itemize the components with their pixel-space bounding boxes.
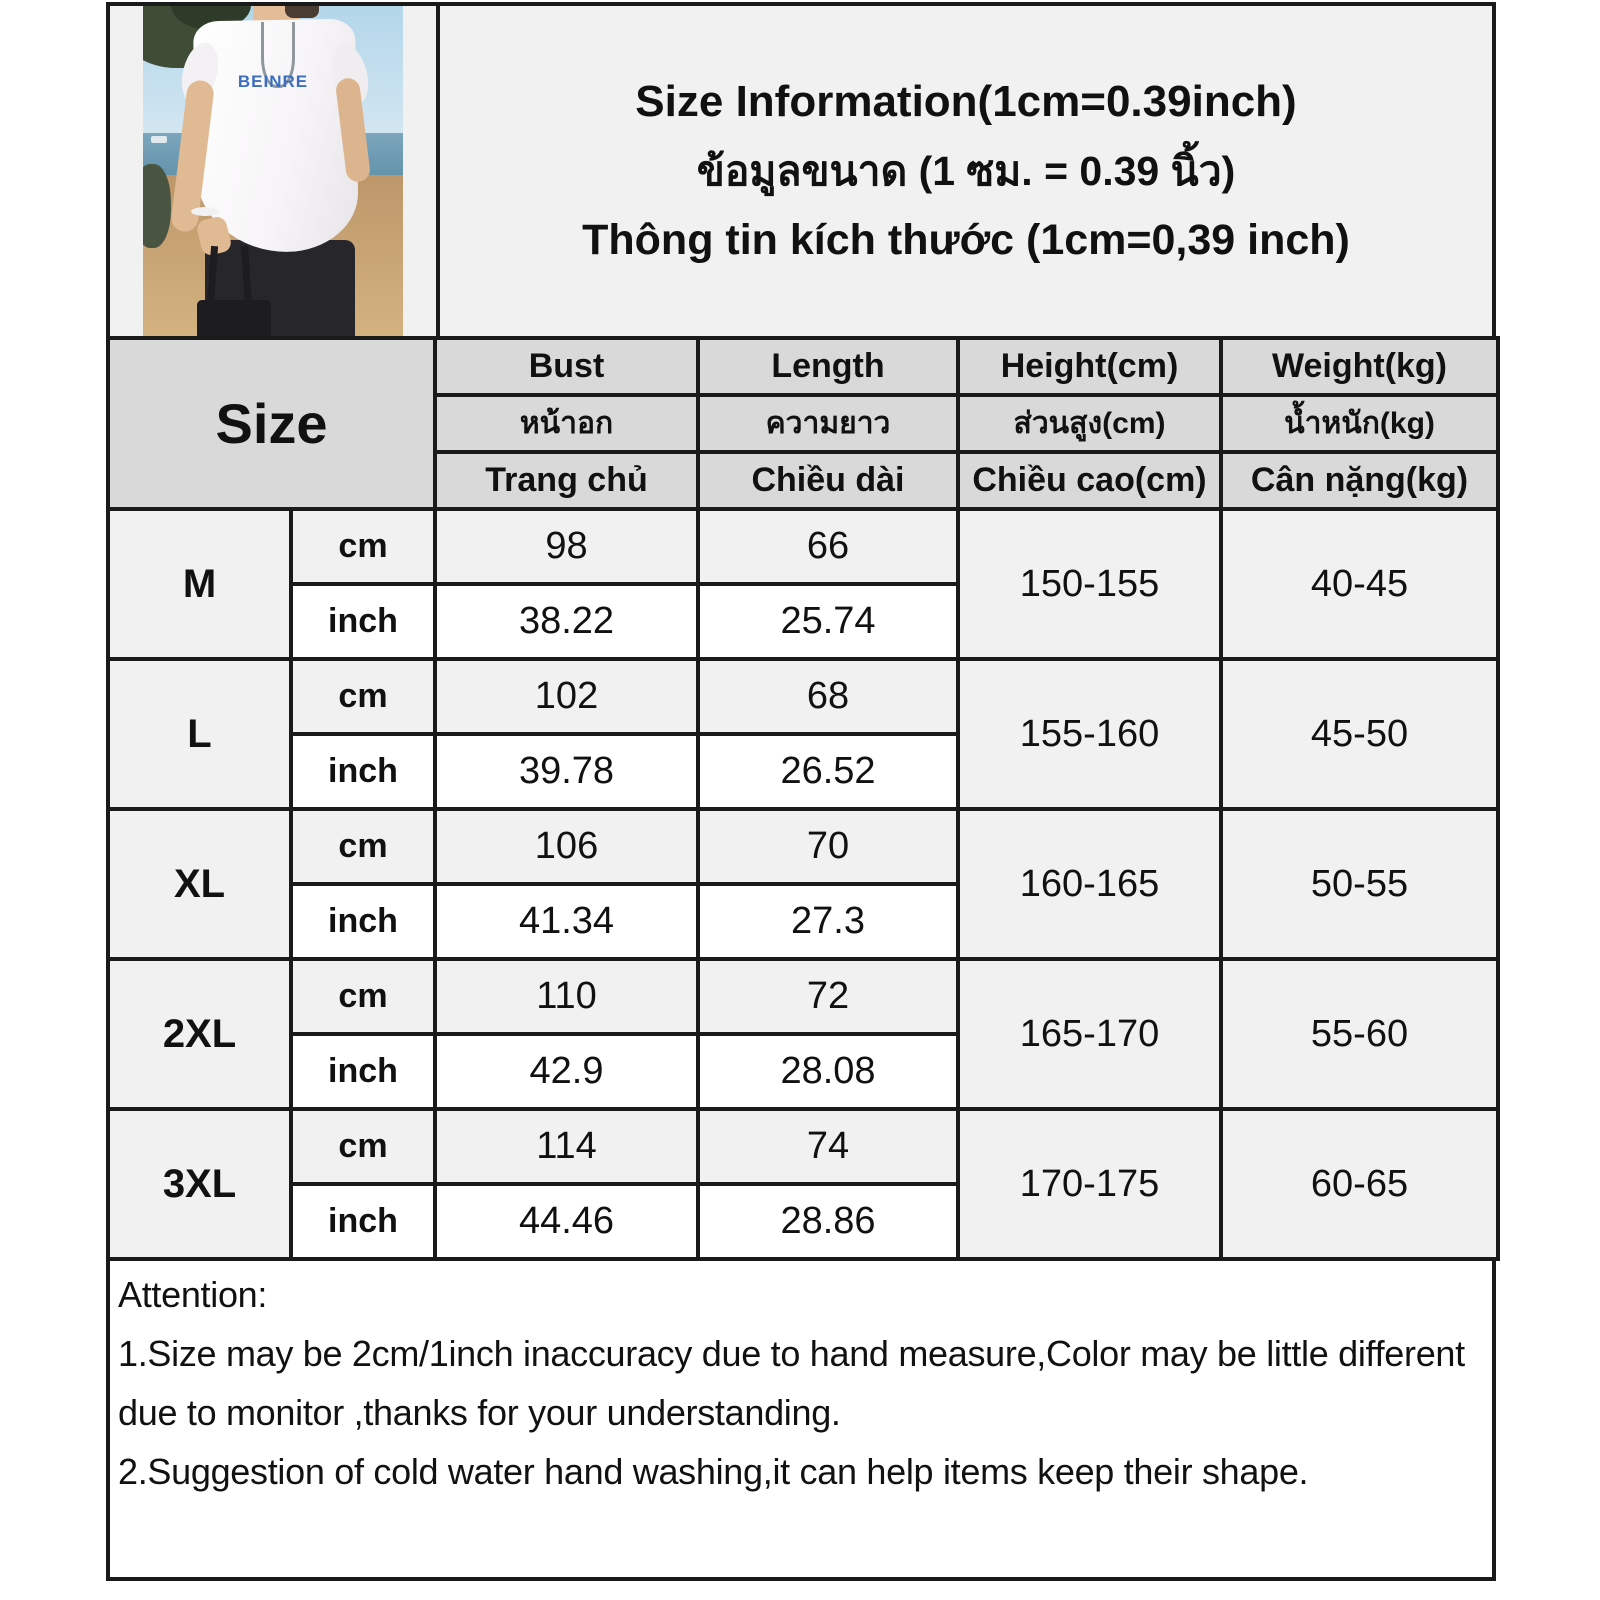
bust-inch-value: 44.46 bbox=[435, 1184, 698, 1259]
title-block bbox=[440, 6, 1492, 336]
header-length-en: Length bbox=[698, 338, 958, 395]
length-inch-value: 27.3 bbox=[698, 884, 958, 959]
unit-cm-label: cm bbox=[291, 959, 435, 1034]
bust-cm-value: 98 bbox=[435, 509, 698, 584]
header-height-th: ส่วนสูง(cm) bbox=[958, 395, 1221, 452]
title-thai: ข้อมูลขนาด (1 ซม. = 0.39 นิ้ว) bbox=[696, 148, 1236, 194]
size-chart-sheet bbox=[106, 2, 1496, 1581]
header-bust-th: หน้าอก bbox=[435, 395, 698, 452]
size-label-xl: XL bbox=[108, 809, 291, 959]
unit-inch-label: inch bbox=[291, 584, 435, 659]
size-label-m: M bbox=[108, 509, 291, 659]
unit-cm-label: cm bbox=[291, 1109, 435, 1184]
bust-cm-value: 114 bbox=[435, 1109, 698, 1184]
photo-shirt-print: BEINRE bbox=[237, 72, 309, 91]
length-cm-value: 72 bbox=[698, 959, 958, 1034]
unit-inch-label: inch bbox=[291, 1034, 435, 1109]
length-inch-value: 25.74 bbox=[698, 584, 958, 659]
header-bust-en: Bust bbox=[435, 338, 698, 395]
weight-range-value: 60-65 bbox=[1221, 1109, 1498, 1259]
length-cm-value: 70 bbox=[698, 809, 958, 884]
header-weight-vi: Cân nặng(kg) bbox=[1221, 452, 1498, 509]
length-inch-value: 28.86 bbox=[698, 1184, 958, 1259]
header-height-en: Height(cm) bbox=[958, 338, 1221, 395]
header-weight-th: น้ำหนัก(kg) bbox=[1221, 395, 1498, 452]
height-range-value: 160-165 bbox=[958, 809, 1221, 959]
unit-cm-label: cm bbox=[291, 659, 435, 734]
length-cm-value: 74 bbox=[698, 1109, 958, 1184]
weight-range-value: 55-60 bbox=[1221, 959, 1498, 1109]
size-label-2xl: 2XL bbox=[108, 959, 291, 1109]
size-table bbox=[106, 336, 1500, 1261]
product-photo-cell bbox=[110, 6, 440, 336]
photo-bracelet bbox=[191, 207, 219, 216]
header-bust-vi: Trang chủ bbox=[435, 452, 698, 509]
length-inch-value: 26.52 bbox=[698, 734, 958, 809]
unit-inch-label: inch bbox=[291, 734, 435, 809]
unit-cm-label: cm bbox=[291, 809, 435, 884]
bust-cm-value: 106 bbox=[435, 809, 698, 884]
height-range-value: 170-175 bbox=[958, 1109, 1221, 1259]
size-label-3xl: 3XL bbox=[108, 1109, 291, 1259]
bust-cm-value: 110 bbox=[435, 959, 698, 1034]
photo-boat-speck bbox=[151, 136, 167, 143]
attention-heading: Attention: bbox=[118, 1274, 268, 1315]
attention-line: 1.Size may be 2cm/1inch inaccuracy due to hand measure,Color may be little different bbox=[118, 1333, 1465, 1374]
attention-line: 2.Suggestion of cold water hand washing,it can help items keep their shape. bbox=[118, 1451, 1309, 1492]
height-range-value: 150-155 bbox=[958, 509, 1221, 659]
weight-range-value: 50-55 bbox=[1221, 809, 1498, 959]
header-length-th: ความยาว bbox=[698, 395, 958, 452]
size-label-l: L bbox=[108, 659, 291, 809]
size-column-header: Size bbox=[108, 338, 435, 509]
header-length-vi: Chiều dài bbox=[698, 452, 958, 509]
header-weight-en: Weight(kg) bbox=[1221, 338, 1498, 395]
length-inch-value: 28.08 bbox=[698, 1034, 958, 1109]
bust-inch-value: 42.9 bbox=[435, 1034, 698, 1109]
unit-inch-label: inch bbox=[291, 884, 435, 959]
title-english: Size Information(1cm=0.39inch) bbox=[635, 77, 1297, 126]
height-range-value: 165-170 bbox=[958, 959, 1221, 1109]
bust-inch-value: 39.78 bbox=[435, 734, 698, 809]
header-height-vi: Chiều cao(cm) bbox=[958, 452, 1221, 509]
weight-range-value: 40-45 bbox=[1221, 509, 1498, 659]
unit-inch-label: inch bbox=[291, 1184, 435, 1259]
attention-notes bbox=[106, 1261, 1496, 1581]
product-photo bbox=[143, 6, 403, 336]
photo-hair bbox=[285, 6, 319, 18]
title-vietnamese: Thông tin kích thước (1cm=0,39 inch) bbox=[582, 216, 1350, 264]
attention-line: due to monitor ,thanks for your understanding. bbox=[118, 1392, 841, 1433]
bust-inch-value: 41.34 bbox=[435, 884, 698, 959]
bust-inch-value: 38.22 bbox=[435, 584, 698, 659]
height-range-value: 155-160 bbox=[958, 659, 1221, 809]
bust-cm-value: 102 bbox=[435, 659, 698, 734]
unit-cm-label: cm bbox=[291, 509, 435, 584]
photo-bag bbox=[197, 300, 271, 336]
weight-range-value: 45-50 bbox=[1221, 659, 1498, 809]
length-cm-value: 66 bbox=[698, 509, 958, 584]
length-cm-value: 68 bbox=[698, 659, 958, 734]
banner bbox=[106, 2, 1496, 340]
